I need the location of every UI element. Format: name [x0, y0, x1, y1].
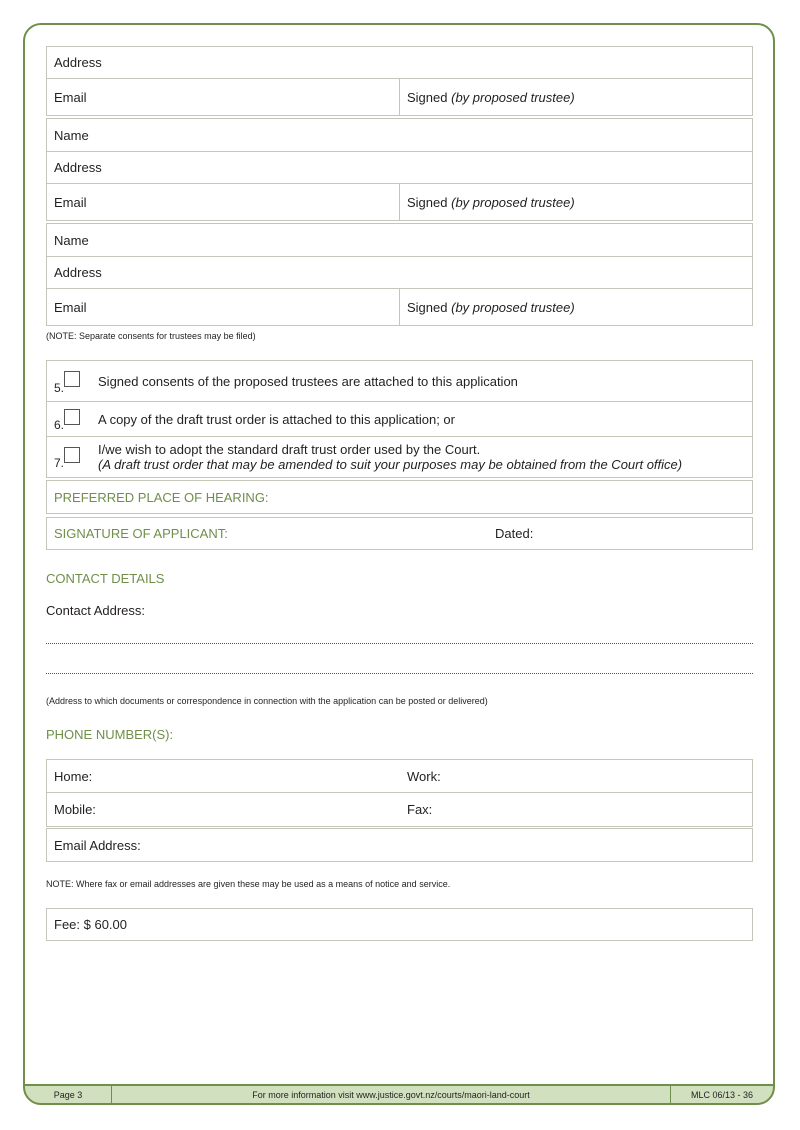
dated-label: Dated:: [495, 526, 534, 541]
trustee-block-3: [46, 223, 753, 326]
contact-address-note: (Address to which documents or correspondence in connection with the application can be posted or delivered): [46, 696, 488, 706]
email-label: Email: [54, 299, 87, 315]
signed-note: (by proposed trustee): [451, 194, 575, 210]
address-label: Address: [54, 265, 102, 280]
checkbox-7[interactable]: [64, 447, 80, 463]
name-label: Name: [54, 232, 89, 248]
trustee-block-2: [46, 118, 753, 221]
signature-label: SIGNATURE OF APPLICANT:: [54, 526, 228, 541]
footer-info-link[interactable]: For more information visit www.justice.govt.nz/courts/maori-land-court: [112, 1086, 671, 1103]
trustee-2-email-field[interactable]: [47, 184, 400, 220]
email-label: Email: [54, 89, 87, 105]
checklist-item-7: [47, 437, 752, 477]
work-label: Work:: [407, 768, 441, 784]
footer-page-number: Page 3: [25, 1086, 112, 1103]
checklist-item-5: [47, 361, 752, 402]
mobile-label: Mobile:: [54, 802, 96, 817]
trustee-1-address-field[interactable]: [47, 47, 752, 78]
checklist-text: A copy of the draft trust order is attached to this application; or: [98, 411, 455, 427]
trustee-3-signed-field[interactable]: [400, 289, 752, 325]
checklist-item-6: [47, 402, 752, 437]
email-label: Email: [54, 194, 87, 210]
trustee-2-signed-field[interactable]: [400, 184, 752, 220]
contact-address-label: Contact Address:: [46, 603, 145, 618]
trustee-2-name-field[interactable]: [47, 119, 752, 151]
trustee-2-address-field[interactable]: [47, 152, 752, 183]
checkbox-6[interactable]: [64, 409, 80, 425]
signed-label: Signed: [407, 89, 448, 105]
trustee-1-email-field[interactable]: [47, 79, 400, 115]
item-number: 5.: [54, 381, 65, 395]
preferred-hearing-field[interactable]: [46, 480, 753, 514]
trustee-3-email-field[interactable]: [47, 289, 400, 325]
work-phone-field[interactable]: [400, 760, 752, 792]
trustee-block-1: [46, 46, 753, 116]
checklist-subtext: (A draft trust order that may be amended to suit your purposes may be obtained from the Court office): [98, 457, 683, 472]
trustee-1-signed-field[interactable]: [400, 79, 752, 115]
name-label: Name: [54, 127, 89, 143]
signed-note: (by proposed trustee): [451, 299, 575, 315]
email-address-label: Email Address:: [54, 837, 141, 853]
trustees-note: (NOTE: Separate consents for trustees may be filed): [46, 331, 256, 341]
trustee-3-address-field[interactable]: [47, 257, 752, 288]
hearing-label: PREFERRED PLACE OF HEARING:: [54, 489, 269, 505]
checkbox-5[interactable]: [64, 371, 80, 387]
footer-form-code: MLC 06/13 - 36: [690, 1089, 754, 1100]
home-label: Home:: [54, 768, 93, 784]
signature-field[interactable]: [46, 517, 753, 550]
phone-note: NOTE: Where fax or email addresses are given these may be used as a means of notice and service.: [46, 879, 451, 889]
fee-box: [46, 908, 753, 941]
fee-label: Fee: $ 60.00: [54, 917, 127, 932]
item-number: 6.: [54, 418, 65, 432]
checklist-text: I/we wish to adopt the standard draft trust order used by the Court.: [98, 442, 481, 457]
fax-label: Fax:: [407, 802, 433, 817]
contact-details-heading: CONTACT DETAILS: [46, 571, 165, 586]
phone-numbers-heading: PHONE NUMBER(S):: [46, 727, 174, 742]
phone-box: [46, 759, 753, 827]
signed-label: Signed: [407, 299, 448, 315]
page-footer: [23, 1084, 775, 1105]
trustee-3-name-field[interactable]: [47, 224, 752, 256]
address-label: Address: [54, 160, 102, 175]
checklist-box: [46, 360, 753, 478]
contact-address-line-2[interactable]: [46, 673, 753, 674]
signed-note: (by proposed trustee): [451, 89, 575, 105]
contact-address-line-1[interactable]: [46, 643, 753, 644]
mobile-phone-field[interactable]: [47, 793, 400, 826]
item-number: 7.: [54, 456, 65, 470]
email-address-field[interactable]: [46, 828, 753, 862]
signed-label: Signed: [407, 194, 448, 210]
address-label: Address: [54, 55, 102, 70]
home-phone-field[interactable]: [47, 760, 400, 792]
fax-field[interactable]: [400, 793, 752, 826]
checklist-text: Signed consents of the proposed trustees are attached to this application: [98, 373, 518, 389]
